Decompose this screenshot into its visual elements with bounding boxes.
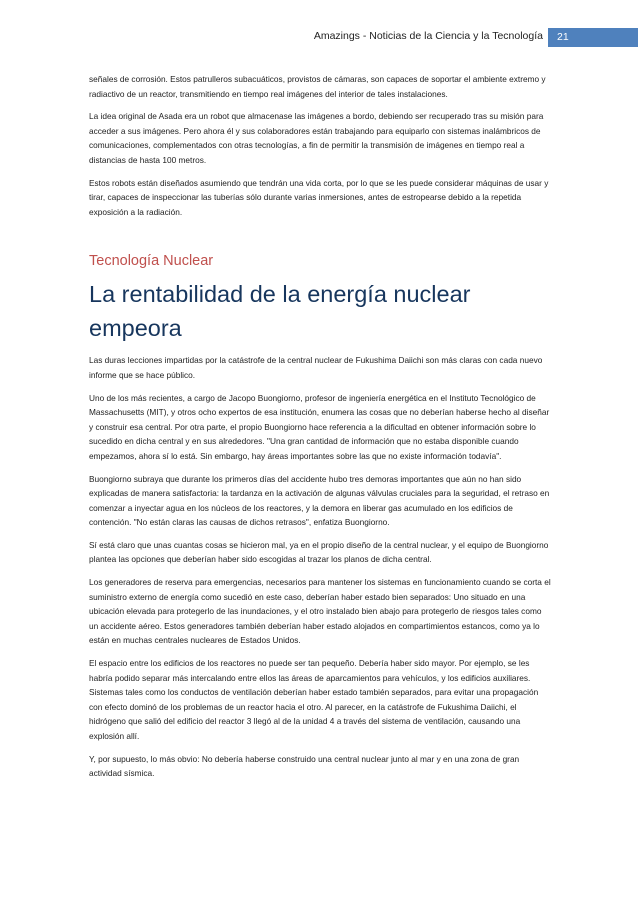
article-headline: La rentabilidad de la energía nuclear empeora: [89, 281, 471, 342]
article-paragraph: Buongiorno subraya que durante los primeros días del accidente hubo tres demoras importantes que aún no han sido explicadas de manera satisfactoria: la tardanza en la activación de algunas válvulas cruciales para la seguridad, el retraso en comenzar a inyectar agua en los núcleos de los reactores, y la demora en liberar gas acumulado en los edificios de contención. "No están claras las causas de dichos retrasos", enfatiza Buongiorno.: [89, 473, 550, 528]
article-paragraph: El espacio entre los edificios de los reactores no puede ser tan pequeño. Debería haber sido mayor. Por ejemplo, se les habría podido separar más intercalando entre ellos las áreas de aparcamientos para vehículos, y los edificios auxiliares. Sistemas tales como los conductos de ventilación deberían haber estado también separados, para evitar una propagación con efecto dominó de los problemas de un reactor hacia el otro. Al parecer, en la catástrofe de Fukushima Daiichi, el hidrógeno que salió del edificio del reactor 3 llegó al de la unidad 4 a través del sistema de ventilación, causando una explosión allí.: [89, 658, 539, 741]
article-paragraph: Las duras lecciones impartidas por la catástrofe de la central nuclear de Fukushima Daiichi son más claras con cada nuevo informe que se hace público.: [89, 355, 543, 380]
intro-paragraph: La idea original de Asada era un robot que almacenase las imágenes a bordo, debiendo ser recuperado tras su misión para acceder a sus imágenes. Pero ahora él y sus colaboradores están trabajando para equiparlo con sistemas inalámbricos de comunicaciones, complementados con otras tecnologías, a fin de permitir la transmisión de imágenes en tiempo real a distancias de hasta 100 metros.: [89, 111, 544, 165]
page-content: [89, 72, 551, 789]
article-paragraph: Uno de los más recientes, a cargo de Jacopo Buongiorno, profesor de ingeniería energética en el Instituto Tecnológico de Massachusetts (MIT), y otros ocho expertos de esa institución, enumera las cosas que no deberían haberse hecho al diseñar y construir esa central. Por otra parte, el propio Buongiorno hace referencia a la dificultad en obtener información sobre lo sucedido en dicha central y en sus alrededores. "Una gran cantidad de información que no estaba disponible cuando empezamos, ahora sí lo está. Sin embargo, hay áreas importantes sobre las que no existe información todavía".: [89, 392, 550, 461]
intro-paragraph: señales de corrosión. Estos patrulleros subacuáticos, provistos de cámaras, son capaces de soportar el ambiente extremo y radiactivo de un reactor, transmitiendo en tiempo real imágenes del interior de tales instalaciones.: [89, 74, 546, 99]
intro-paragraph: Estos robots están diseñados asumiendo que tendrán una vida corta, por lo que se les puede considerar máquinas de usar y tirar, capaces de inspeccionar las tuberías sólo durante varias inmersiones, antes de estropearse debido a la repetida exposición a la radiación.: [89, 177, 549, 217]
article-paragraph: Y, por supuesto, lo más obvio: No debería haberse construido una central nuclear junto al mar y en una zona de gran actividad sísmica.: [89, 753, 520, 779]
section-title: Tecnología Nuclear: [89, 253, 214, 270]
page-number: 21: [548, 28, 638, 47]
page-header: [0, 28, 638, 48]
article-paragraph: Los generadores de reserva para emergencias, necesarios para mantener los sistemas en funcionamiento cuando se corta el suministro externo de energía como sucedió en este caso, deberían haber estado bien separados: Uno situado en una ubicación elevada para protegerlo de las inundaciones, y el otro instalado bien abajo para protegerlo de riesgos tales como un accidente aéreo. Estos generadores también deberían haber estado alojados en compartimientos estancos, como ya lo están en muchas centrales nucleares de Estados Unidos.: [89, 577, 551, 646]
article-paragraph: Sí está claro que unas cuantas cosas se hicieron mal, ya en el propio diseño de la central nuclear, y el equipo de Buongiorno plantea las opciones que deberían haber sido escogidas al trazar los planos de dicha central.: [89, 539, 549, 565]
publication-title: Amazings - Noticias de la Ciencia y la Tecnología: [313, 30, 543, 42]
